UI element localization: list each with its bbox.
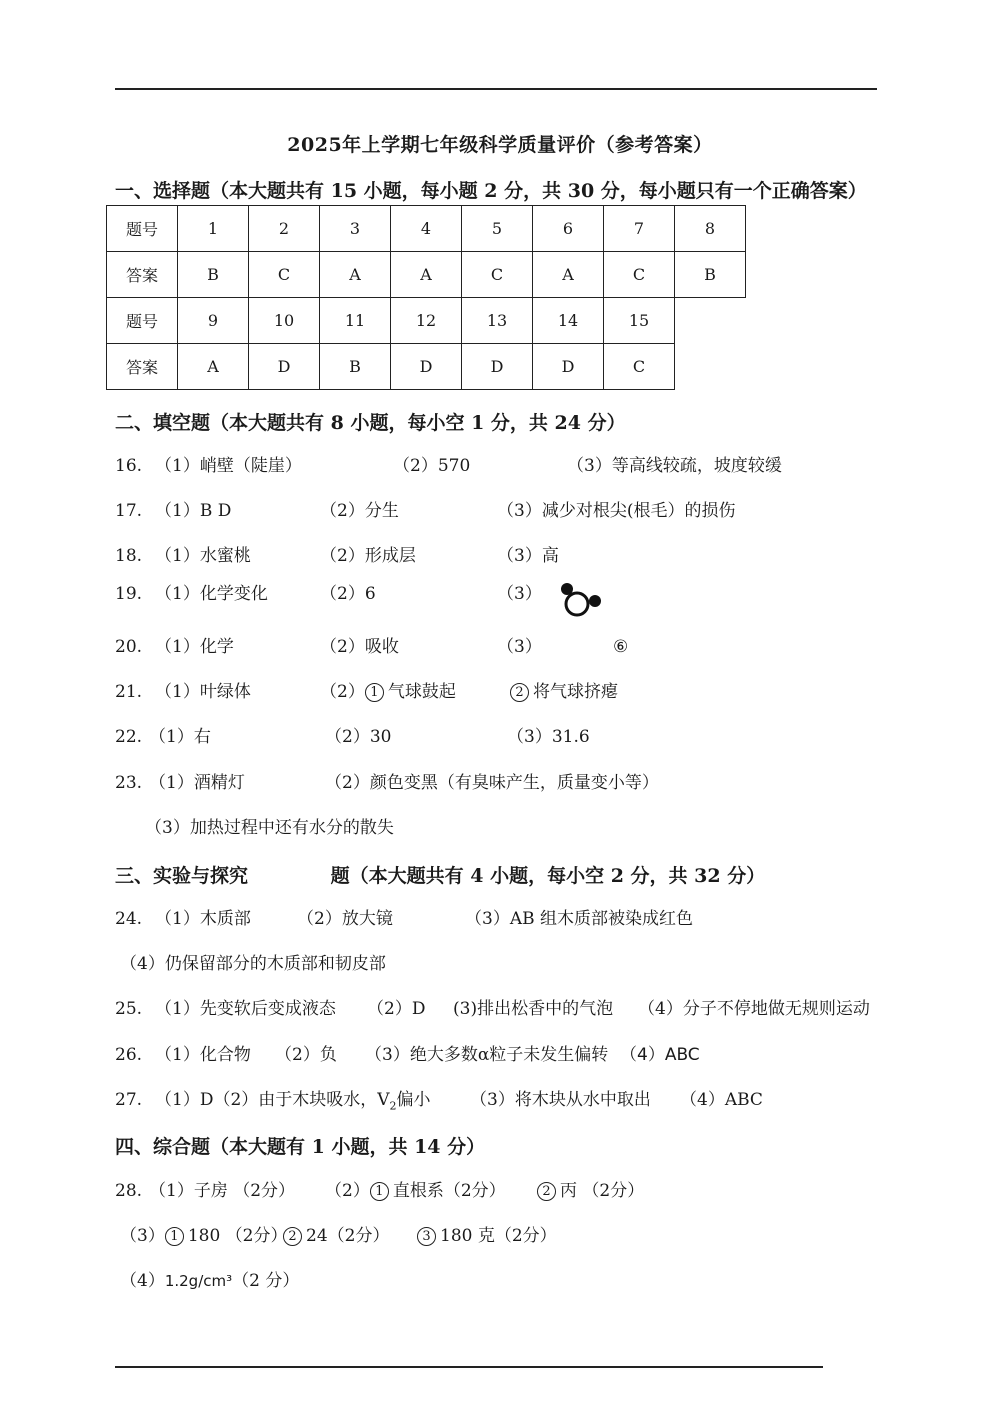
question-number: 19. (115, 584, 143, 604)
answer-part-2: （2）颜色变黑（有臭味产生，质量变小等） (325, 773, 659, 793)
question-number: 22. (115, 727, 143, 747)
answer-part-3: （3） (497, 637, 542, 657)
answer-table-2 (106, 297, 675, 390)
answer-part-4: （4）分子不停地做无规则运动 (638, 999, 870, 1019)
answer-cell: D (391, 344, 462, 390)
answer-part-4: （4）仍保留部分的木质部和韧皮部 (120, 954, 386, 974)
question-number: 27. (115, 1090, 143, 1110)
part-prefix: （2） (320, 682, 365, 702)
answer-part-3: (3)排出松香中的气泡 (453, 999, 614, 1019)
answer-cell: A (391, 252, 462, 298)
question-number: 11 (320, 298, 391, 344)
circled-number: 1 (365, 683, 384, 702)
answer-cell: D (249, 344, 320, 390)
answer-part-1: （1）右 (149, 727, 211, 747)
question-number: 12 (391, 298, 462, 344)
circled-number: 1 (165, 1227, 184, 1246)
table-row (107, 206, 746, 252)
large-atom (566, 593, 588, 615)
row-label-answer: 答案 (107, 252, 178, 298)
answer-part-3: （3）AB 组木质部被染成红色 (465, 909, 693, 929)
part-text: （1）D（2）由于木块吸水，V (155, 1090, 390, 1110)
answer-part-1: （1）化合物 (155, 1045, 251, 1065)
part-prefix: （3） (120, 1226, 165, 1246)
answer-part-3: （3） (497, 584, 542, 604)
circled-number: 2 (537, 1182, 556, 1201)
question-number: 9 (178, 298, 249, 344)
question-number: 25. (115, 999, 143, 1019)
question-number: 26. (115, 1045, 143, 1065)
question-number: 2 (249, 206, 320, 252)
answer-part-3b (283, 1223, 389, 1249)
answer-cell: C (462, 252, 533, 298)
question-number: 3 (320, 206, 391, 252)
table-row (107, 298, 675, 344)
answer-part-2: （2）吸收 (320, 637, 399, 657)
answer-part-1: （1）先变软后变成液态 (155, 999, 336, 1019)
circled-number: 2 (283, 1227, 302, 1246)
question-number: 10 (249, 298, 320, 344)
answer-part-2: （2）D (367, 999, 426, 1019)
question-number: 14 (533, 298, 604, 344)
row-label-answer: 答案 (107, 344, 178, 390)
answer-part-2: （2）570 (393, 456, 471, 476)
question-number: 13 (462, 298, 533, 344)
page-title: 2025年上学期七年级科学质量评价（参考答案） (287, 134, 713, 156)
part-text: 丙 （2分） (560, 1181, 645, 1201)
question-number: 16. (115, 456, 143, 476)
part-text: 直根系（2分） (392, 1181, 506, 1201)
question-number: 5 (462, 206, 533, 252)
part-text: 将气球挤瘪 (533, 682, 618, 702)
answer-part-4 (120, 1268, 299, 1294)
part-prefix: （4） (120, 1271, 165, 1291)
part-text: 气球鼓起 (387, 682, 456, 702)
answer-cell: A (533, 252, 604, 298)
question-number: 6 (533, 206, 604, 252)
answer-cell: C (604, 344, 675, 390)
question-number: 1 (178, 206, 249, 252)
answer-part-2: （2）形成层 (320, 546, 416, 566)
answer-part-1: （1）水蜜桃 (155, 546, 251, 566)
answer-cell: A (320, 252, 391, 298)
row-label-number: 题号 (107, 206, 178, 252)
section3-heading-left: 三、实验与探究 (115, 865, 249, 887)
question-number: 28. (115, 1181, 143, 1201)
question-number: 24. (115, 909, 143, 929)
answer-table-1 (106, 205, 746, 298)
table-row (107, 252, 746, 298)
answer-part-2b (510, 679, 618, 705)
answer-part-3: （3）将木块从水中取出 (470, 1090, 651, 1110)
question-number: 17. (115, 501, 143, 521)
part-text: 180 （2分） (187, 1226, 288, 1246)
question-number: 18. (115, 546, 143, 566)
answer-cell: D (462, 344, 533, 390)
answer-part-3-value: ⑥ (613, 637, 629, 657)
question-number: 7 (604, 206, 675, 252)
answer-part-3: （3）等高线较疏，坡度较缓 (567, 456, 782, 476)
question-number: 4 (391, 206, 462, 252)
question-number: 23. (115, 773, 143, 793)
section2-heading: 二、填空题（本大题共有 8 小题，每小空 1 分，共 24 分） (115, 412, 626, 434)
answer-part-3 (120, 1223, 288, 1249)
answer-part-1: （1）峭壁（陡崖） (155, 456, 302, 476)
answer-part-1 (155, 1087, 431, 1119)
top-divider (115, 88, 877, 90)
answer-part-3c (417, 1223, 557, 1249)
answer-part-3: （3）高 (497, 546, 559, 566)
section4-heading: 四、综合题（本大题有 1 小题，共 14 分） (115, 1136, 486, 1158)
answer-cell: A (178, 344, 249, 390)
answer-part-4: （4）ABC (680, 1090, 763, 1110)
answer-cell: C (249, 252, 320, 298)
part-text: 偏小 (396, 1090, 431, 1110)
question-number: 15 (604, 298, 675, 344)
answer-part-3: （3）加热过程中还有水分的散失 (145, 818, 394, 838)
answer-cell: B (178, 252, 249, 298)
answer-part-2: （2）负 (275, 1045, 337, 1065)
answer-part-3: （3）绝大多数α粒子未发生偏转 (365, 1045, 609, 1065)
part-text: 180 克（2分） (440, 1226, 557, 1246)
answer-part-1: （1）B D (155, 501, 232, 521)
answer-cell: B (675, 252, 746, 298)
answer-part-1: （1）酒精灯 (149, 773, 245, 793)
section3-heading-right: 题（本大题共有 4 小题，每小空 2 分，共 32 分） (330, 865, 766, 887)
answer-part-2 (325, 1178, 506, 1204)
part-value: 1.2g/cm³ (164, 1272, 233, 1290)
answer-part-1: （1）化学 (155, 637, 234, 657)
small-atom (589, 595, 601, 607)
answer-part-2 (320, 679, 456, 705)
answer-cell: D (533, 344, 604, 390)
subscript: 2 (389, 1099, 397, 1113)
answer-part-4: （4）ABC (620, 1045, 700, 1065)
answer-part-2: （2）分生 (320, 501, 399, 521)
answer-cell: C (604, 252, 675, 298)
part-prefix: （2） (325, 1181, 370, 1201)
part-text: 24（2分） (306, 1226, 390, 1246)
section3-heading (115, 861, 765, 888)
answer-part-2: （2）6 (320, 584, 376, 604)
question-number: 20. (115, 637, 143, 657)
molecule-model-icon (560, 580, 602, 620)
answer-part-3: （3）31.6 (507, 727, 590, 747)
section1-heading: 一、选择题（本大题共有 15 小题，每小题 2 分，共 30 分，每小题只有一个正确答案） (115, 180, 867, 202)
circled-number: 2 (510, 683, 529, 702)
circled-number: 3 (417, 1227, 436, 1246)
question-number: 21. (115, 682, 143, 702)
answer-part-3: （3）减少对根尖(根毛）的损伤 (497, 501, 736, 521)
question-number: 8 (675, 206, 746, 252)
answer-part-2: （2）放大镜 (297, 909, 393, 929)
circled-number: 1 (370, 1182, 389, 1201)
answer-part-2: （2）30 (325, 727, 392, 747)
answer-cell: B (320, 344, 391, 390)
answer-part-1: （1）叶绿体 (155, 682, 251, 702)
row-label-number: 题号 (107, 298, 178, 344)
table-row (107, 344, 675, 390)
part-suffix: （2 分） (232, 1271, 300, 1291)
answer-part-1: （1）化学变化 (155, 584, 268, 604)
answer-part-1: （1）子房 （2分） (149, 1181, 296, 1201)
answer-part-2b (537, 1178, 644, 1204)
bottom-divider (115, 1366, 823, 1368)
answer-part-1: （1）木质部 (155, 909, 251, 929)
